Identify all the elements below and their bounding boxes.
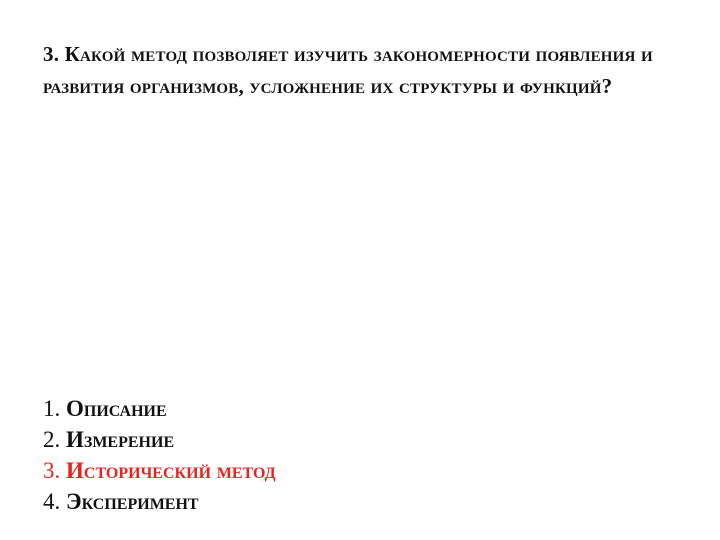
answer-option-2 bbox=[43, 424, 683, 455]
answer-label: Исторический метод bbox=[66, 458, 276, 483]
answer-label: Эксперимент bbox=[66, 489, 199, 514]
answer-label: Описание bbox=[66, 396, 167, 421]
answer-number: 2. bbox=[43, 427, 61, 452]
answer-number: 1. bbox=[43, 396, 61, 421]
answer-number: 3. bbox=[43, 458, 61, 483]
answer-option-4 bbox=[43, 486, 683, 517]
question-text: 3. Какой метод позволяет изучить закономерности появления и развития организмов, усложнение их структуры и функций? bbox=[43, 42, 653, 98]
answer-option-3-correct bbox=[43, 455, 683, 486]
answer-option-1 bbox=[43, 393, 683, 424]
answer-list bbox=[43, 393, 683, 517]
answer-label: Измерение bbox=[66, 427, 175, 452]
answer-number: 4. bbox=[43, 489, 61, 514]
